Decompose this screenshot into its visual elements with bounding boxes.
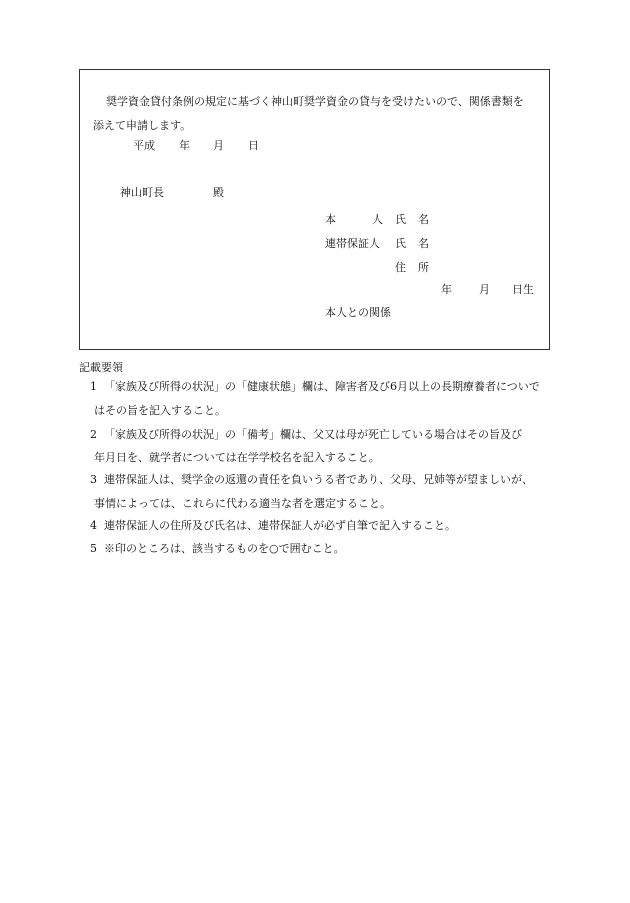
guarantor-address-ju: 住 <box>395 261 406 274</box>
note-3-line-1: 連帯保証人は、奨学金の返還の責任を負いうる者であり、父母、兄姉等が望ましいが、 <box>104 473 533 486</box>
applicant-label-nin: 人 <box>372 213 383 226</box>
intro-line-2: 添えて申請します。 <box>93 119 192 132</box>
date-era: 平成 <box>133 139 155 152</box>
date-year: 年 <box>179 139 190 152</box>
applicant-name-shi: 氏 <box>395 213 406 226</box>
guarantor-address-sho: 所 <box>418 261 429 274</box>
note-1-line-1: 「家族及び所得の状況」の「健康状態」欄は、障害者及び6月以上の長期療養者についで <box>104 380 540 393</box>
note-5-line-1: ※印のところは、該当するものを○で囲むこと。 <box>104 542 345 555</box>
addressee-name: 神山町長 <box>120 186 164 199</box>
note-4-number: 4 <box>90 519 97 532</box>
birthdate-year: 年 <box>441 283 452 296</box>
notes-title: 記載要領 <box>79 361 123 374</box>
applicant-label-hon: 本 <box>325 213 336 226</box>
note-4-line-1: 連帯保証人の住所及び氏名は、連帯保証人が必ず自筆で記入すること。 <box>104 519 456 532</box>
note-2-number: 2 <box>90 428 97 441</box>
applicant-name-mei: 名 <box>418 213 429 226</box>
note-2-line-1: 「家族及び所得の状況」の「備考」欄は、父又は母が死亡している場合はその旨及び <box>104 428 522 441</box>
note-5-number: 5 <box>90 542 97 555</box>
intro-line-1: 奨学資金貸付条例の規定に基づく神山町奨学資金の貸与を受けたいので、関係書類を <box>106 95 524 108</box>
guarantor-name-shi: 氏 <box>395 237 406 250</box>
date-month: 月 <box>213 139 224 152</box>
birthdate-day-born: 日生 <box>512 283 534 296</box>
application-form-box <box>79 69 550 350</box>
birthdate-month: 月 <box>479 283 490 296</box>
addressee-honorific: 殿 <box>213 186 224 199</box>
relationship-label: 本人との関係 <box>325 306 391 319</box>
note-3-line-2: 事情によっては、これらに代わる適当な者を選定すること。 <box>94 497 391 510</box>
guarantor-name-mei: 名 <box>418 237 429 250</box>
date-day: 日 <box>248 139 259 152</box>
note-1-number: 1 <box>90 380 97 393</box>
note-2-line-2: 年月日を、就学者については在学学校名を記入すること。 <box>94 451 380 464</box>
guarantor-label: 連帯保証人 <box>325 237 380 250</box>
note-1-line-2: はその旨を記入すること。 <box>94 404 226 417</box>
note-3-number: 3 <box>90 473 97 486</box>
